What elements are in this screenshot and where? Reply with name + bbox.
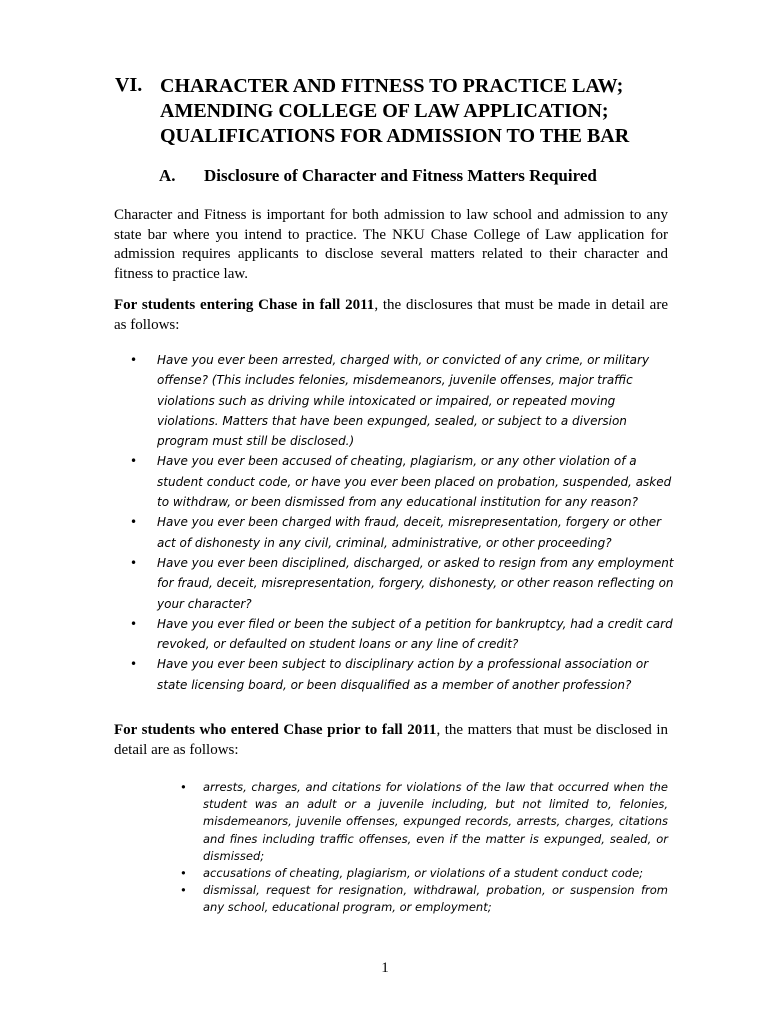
bullet-icon: • bbox=[180, 866, 187, 881]
list-item bbox=[130, 654, 675, 695]
list-item-text: Have you ever been accused of cheating, plagiarism, or any other violation of a student conduct code, or have you ever been placed on probation, suspended, asked to withdraw, or been dismissed from any educational institution for any reason? bbox=[157, 454, 672, 510]
intro-paragraph: Character and Fitness is important for both admission to law school and admission to any state bar where you intend to practice. The NKU Chase College of Law application for admission requires applicants to disclose several matters related to their character and fitness to practice law. bbox=[114, 207, 668, 282]
bullet-icon: • bbox=[180, 780, 187, 794]
list-item-text: dismissal, request for resignation, withdrawal, probation, or suspension from any school, educational program, or employment; bbox=[203, 883, 668, 915]
section-number: VI. bbox=[115, 74, 143, 96]
list-item-text: arrests, charges, and citations for violations of the law that occurred when the student was an adult or a juvenile including, but not limited to, felonies, misdemeanors, juvenile offenses, expunged records, arrests, charges, citations and fines including traffic offenses, even if the matter is expunged, sealed, or dismissed; bbox=[203, 780, 668, 863]
list-item bbox=[180, 882, 668, 916]
list-item bbox=[180, 865, 668, 882]
bullet-icon: • bbox=[130, 657, 138, 672]
list-item-text: Have you ever been disciplined, discharged, or asked to resign from any employment for fraud, deceit, misrepresentation, forgery, dishonesty, or other reason reflecting on your character? bbox=[157, 555, 674, 611]
section-title-line: QUALIFICATIONS FOR ADMISSION TO THE BAR bbox=[160, 125, 630, 147]
list-item-text: Have you ever filed or been the subject of a petition for bankruptcy, had a credit card revoked, or defaulted on student loans or any line of credit? bbox=[157, 616, 673, 652]
prior-2011-intro bbox=[114, 721, 668, 760]
prior-2011-lead: For students who entered Chase prior to fall 2011 bbox=[114, 722, 437, 738]
subsection-letter: A. bbox=[159, 166, 176, 185]
list-item bbox=[130, 512, 675, 553]
bullet-icon: • bbox=[130, 616, 138, 631]
fall-2011-intro bbox=[114, 296, 668, 335]
bullet-icon: • bbox=[130, 454, 138, 469]
list-item bbox=[130, 553, 675, 614]
list-item bbox=[130, 614, 675, 655]
fall-2011-lead-rest: , the disclosures that must be made in detail are as follows: bbox=[114, 297, 668, 333]
subsection-title: Disclosure of Character and Fitness Matters Required bbox=[204, 166, 597, 185]
list-item-text: Have you ever been charged with fraud, deceit, misrepresentation, forgery or other act of dishonesty in any civil, criminal, administrative, or other proceeding? bbox=[157, 515, 662, 550]
prior-2011-matter-list bbox=[180, 779, 668, 917]
bullet-icon: • bbox=[130, 353, 138, 367]
list-item bbox=[130, 350, 675, 451]
prior-2011-lead-rest: , the matters that must be disclosed in detail are as follows: bbox=[114, 722, 668, 758]
bullet-icon: • bbox=[130, 555, 138, 570]
section-title-line: CHARACTER AND FITNESS TO PRACTICE LAW; bbox=[160, 75, 624, 97]
bullet-icon: • bbox=[130, 515, 138, 530]
section-title bbox=[160, 74, 720, 149]
list-item-text: accusations of cheating, plagiarism, or violations of a student conduct code; bbox=[203, 866, 644, 881]
list-item-text: Have you ever been arrested, charged with, or convicted of any crime, or military offense? (This includes felonies, misdemeanors, juvenile offenses, major traffic violations such as driving while intoxicated or impaired, or repeated moving violations. Matters that have been expunged, sealed, or subject to a diversion program must still be disclosed.) bbox=[157, 353, 650, 449]
section-title-line: AMENDING COLLEGE OF LAW APPLICATION; bbox=[160, 100, 609, 122]
list-item bbox=[180, 779, 668, 865]
list-item-text: Have you ever been subject to disciplinary action by a professional association or state licensing board, or been disqualified as a member of another profession? bbox=[157, 657, 649, 692]
fall-2011-question-list bbox=[130, 350, 675, 695]
page-number: 1 bbox=[381, 960, 389, 976]
bullet-icon: • bbox=[180, 883, 187, 898]
list-item bbox=[130, 451, 675, 512]
fall-2011-lead: For students entering Chase in fall 2011 bbox=[114, 297, 375, 313]
